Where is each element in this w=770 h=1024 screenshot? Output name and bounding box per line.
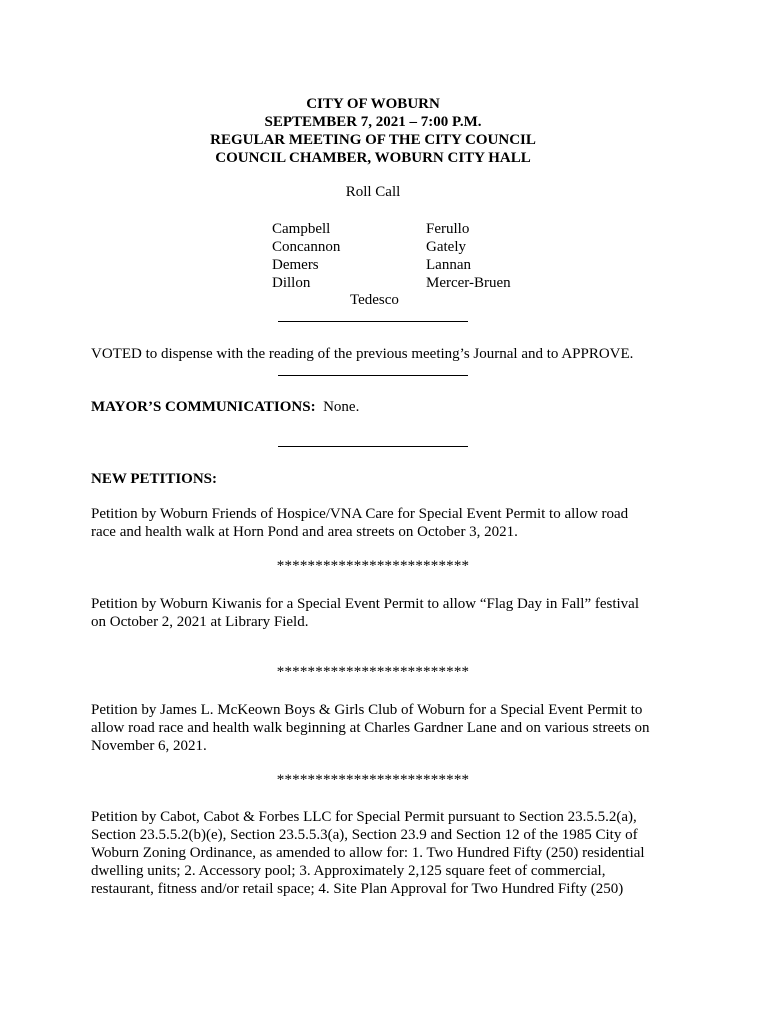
- header-location: COUNCIL CHAMBER, WOBURN CITY HALL: [215, 150, 531, 166]
- roll-call-right-column: [426, 220, 511, 292]
- roll-call-name: Concannon: [272, 239, 341, 255]
- roll-call-name: Campbell: [272, 221, 331, 237]
- mayor-communications-value: None.: [323, 399, 360, 415]
- mayor-communications: [91, 398, 666, 416]
- petition-line: allow road race and health walk beginning at Charles Gardner Lane and on various streets on: [91, 720, 650, 736]
- petition-line: Petition by Woburn Kiwanis for a Special Event Permit to allow “Flag Day in Fall” festival: [91, 596, 639, 612]
- petition-line: November 6, 2021.: [91, 738, 207, 754]
- petition-line: on October 2, 2021 at Library Field.: [91, 614, 309, 630]
- voted-statement: VOTED to dispense with the reading of the previous meeting’s Journal and to APPROVE.: [91, 346, 634, 362]
- header-city: CITY OF WOBURN: [306, 96, 440, 112]
- divider-line: [278, 446, 468, 447]
- petition-item: [91, 505, 666, 541]
- header-date: SEPTEMBER 7, 2021 – 7:00 P.M.: [264, 114, 482, 130]
- petition-separator: *************************: [276, 772, 470, 788]
- petition-separator: *************************: [276, 664, 470, 680]
- header-meeting: REGULAR MEETING OF THE CITY COUNCIL: [210, 132, 536, 148]
- petition-line: Section 23.5.5.2(b)(e), Section 23.5.5.3(a), Section 23.9 and Section 12 of the 1985 City of: [91, 827, 638, 843]
- roll-call-center-name: Tedesco: [350, 292, 399, 308]
- petition-line: Petition by Cabot, Cabot & Forbes LLC for Special Permit pursuant to Section 23.5.5.2(a),: [91, 809, 637, 825]
- petition-separator: *************************: [276, 558, 470, 574]
- roll-call-name: Lannan: [426, 257, 471, 273]
- roll-call-name: Gately: [426, 239, 466, 255]
- petition-line: Woburn Zoning Ordinance, as amended to allow for: 1. Two Hundred Fifty (250) residential: [91, 845, 645, 861]
- roll-call-left-column: [272, 220, 340, 292]
- divider-line: [278, 375, 468, 376]
- petition-line: dwelling units; 2. Accessory pool; 3. Approximately 2,125 square feet of commercial,: [91, 863, 606, 879]
- petition-line: Petition by James L. McKeown Boys & Girls Club of Woburn for a Special Event Permit to: [91, 702, 643, 718]
- petition-line: Petition by Woburn Friends of Hospice/VNA Care for Special Event Permit to allow road: [91, 506, 629, 522]
- petition-item: [91, 808, 661, 898]
- new-petitions-heading: NEW PETITIONS:: [91, 471, 218, 487]
- petition-line: restaurant, fitness and/or retail space; 4. Site Plan Approval for Two Hundred Fifty (250): [91, 881, 624, 897]
- roll-call-name: Ferullo: [426, 221, 470, 237]
- mayor-communications-label: MAYOR’S COMMUNICATIONS:: [91, 399, 316, 415]
- roll-call-name: Demers: [272, 257, 319, 273]
- petition-item: [91, 595, 666, 631]
- roll-call-title: Roll Call: [345, 184, 401, 200]
- roll-call-name: Mercer-Bruen: [426, 275, 511, 291]
- roll-call-name: Dillon: [272, 275, 311, 291]
- petition-item: [91, 701, 666, 755]
- divider-line: [278, 321, 468, 322]
- petition-line: race and health walk at Horn Pond and area streets on October 3, 2021.: [91, 524, 518, 540]
